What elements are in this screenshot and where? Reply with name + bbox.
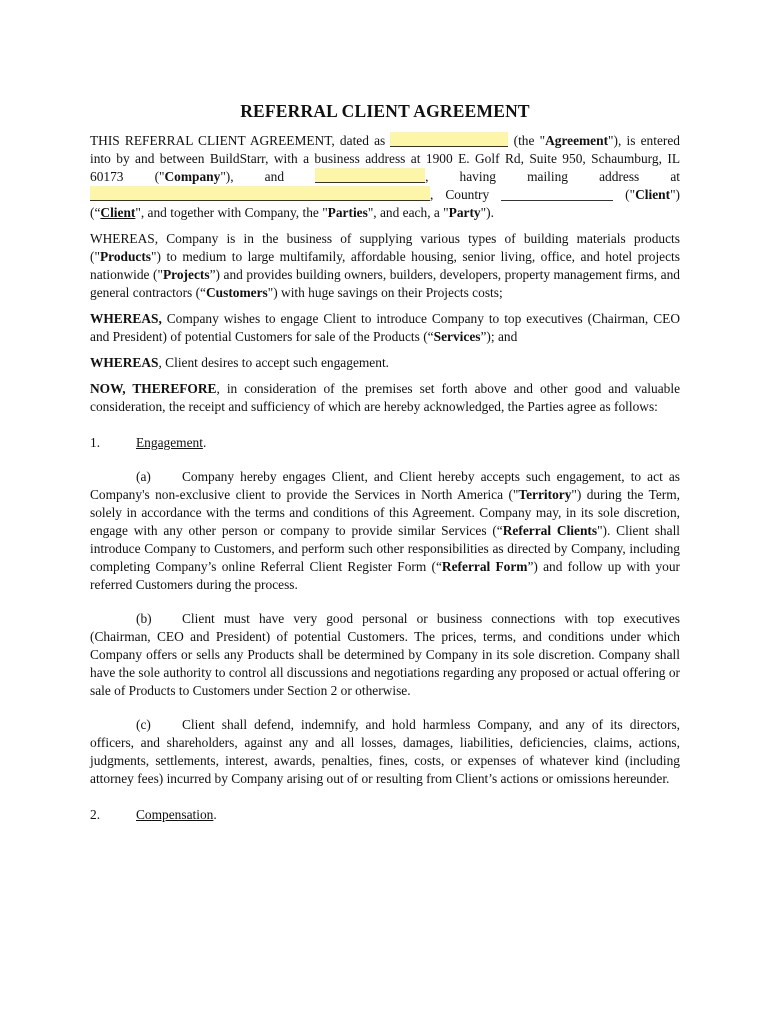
whereas-text: ") to medium to large multifamily, affordable housing, senior living, office, and hotel projects nationwide (" (90, 249, 680, 282)
section-period: . (202, 435, 207, 450)
defined-term: Company (164, 169, 221, 184)
now-therefore-lead: NOW, THEREFORE (90, 381, 217, 396)
clause-a (90, 468, 680, 594)
whereas-text: ”); and (480, 329, 518, 344)
defined-term: Services (433, 329, 481, 344)
section-heading-compensation (90, 806, 680, 824)
defined-term: Products (99, 249, 152, 264)
clause-text: Client must have very good personal or business connections with top executives (Chairman, CEO and President) of potential Customers. The prices, terms, and conditions under which Company offers or sells any Products shall be determined by Company in its sole discretion. Company shall have the sole authority to control all discussions and negotiations regarding any proposed or actual offering or sale of Products to Customers under Section 2 or otherwise. (90, 611, 680, 698)
mailing-address-field[interactable] (90, 186, 430, 201)
defined-term: Territory (518, 487, 572, 502)
section-heading-engagement (90, 434, 680, 452)
country-field[interactable] (501, 186, 613, 201)
clause-text: ") during the Term, solely in accordance with the terms and conditions of this Agreement. Company may, in its sole discretion, engage with any other person or company to provide similar Services (“ (90, 487, 680, 538)
intro-text: "). (480, 205, 494, 220)
client-name-field[interactable] (315, 168, 425, 183)
intro-text: "), and (220, 169, 285, 184)
section-title: Engagement (136, 435, 203, 450)
whereas-text: ") with huge savings on their Projects costs; (267, 285, 503, 300)
defined-term: Agreement (545, 133, 609, 148)
clause-text: ”) and follow up with your referred Customers during the process. (90, 559, 680, 592)
defined-term: Parties (327, 205, 368, 220)
defined-term: Party (448, 205, 481, 220)
section-period: . (213, 807, 217, 822)
now-therefore-text: , in consideration of the premises set forth above and other good and valuable consideration, the receipt and sufficiency of which are hereby acknowledged, the Parties agree as follows: (90, 381, 681, 414)
intro-text: (the " (508, 133, 546, 148)
whereas-lead: WHEREAS (90, 355, 159, 370)
document-body (90, 102, 680, 840)
intro-text: ", and together with Company, the " (135, 205, 328, 220)
intro-paragraph (90, 132, 680, 222)
whereas-paragraph-3 (90, 354, 680, 372)
section-number: 1. (90, 435, 101, 450)
defined-term: Customers (206, 285, 268, 300)
whereas-text: Company wishes to engage Client to introduce Company to top executives (Chairman, CEO and President) of potential Customers for sale of the Products (“ (90, 311, 680, 344)
document-title: REFERRAL CLIENT AGREEMENT (240, 101, 530, 121)
now-therefore-paragraph (90, 380, 680, 416)
intro-text: THIS REFERRAL CLIENT AGREEMENT, dated as (90, 133, 386, 148)
clause-text: "). Client shall introduce Company to Customers, and perform such other responsibilities as directed by Company, including completing Company’s online Referral Client Register Form (“ (90, 523, 681, 574)
clause-c (90, 716, 680, 788)
defined-term: Referral Clients (502, 523, 598, 538)
whereas-text: WHEREAS, Company is in the business of supplying various types of building materials products (" (90, 231, 680, 264)
defined-term: Client (100, 205, 136, 220)
whereas-text: ”) and provides building owners, builders, developers, property management firms, and general contractors (“ (90, 267, 680, 300)
clause-label: (b) (136, 611, 152, 626)
clause-label: (c) (136, 717, 151, 732)
whereas-text: , Client desires to accept such engagement. (158, 355, 390, 370)
intro-text: ") (“ (90, 187, 680, 220)
section-number: 2. (90, 807, 101, 822)
clause-b (90, 610, 680, 700)
defined-term: Client (635, 187, 671, 202)
clause-text: Client shall defend, indemnify, and hold harmless Company, and any of its directors, officers, and shareholders, against any and all losses, damages, liabilities, deficiencies, claims, actions, judgments, settlements, interest, awards, penalties, fines, costs, or expenses of whatever kind (including attorney fees) incurred by Company arising out of or resulting from Client’s actions or omissions hereunder. (90, 717, 680, 786)
section-title: Compensation (136, 807, 214, 822)
date-field[interactable] (390, 132, 508, 147)
whereas-lead: WHEREAS, (90, 311, 162, 326)
intro-text: , having mailing address at (425, 169, 680, 184)
intro-text: ", and each, a " (367, 205, 449, 220)
intro-text: , Country (430, 187, 490, 202)
defined-term: Referral Form (441, 559, 528, 574)
whereas-paragraph-2 (90, 310, 680, 346)
clause-label: (a) (136, 469, 151, 484)
intro-text: (" (613, 187, 636, 202)
intro-text: "), is entered into by and between BuildStarr, with a business address at 1900 E. Golf Rd, Suite 950, Schaumburg, IL 60173 (" (90, 133, 680, 184)
whereas-paragraph-1 (90, 230, 680, 302)
clause-text: Company hereby engages Client, and Client hereby accepts such engagement, to act as Company's non-exclusive client to provide the Services in North America (" (90, 469, 680, 502)
defined-term: Projects (162, 267, 210, 282)
